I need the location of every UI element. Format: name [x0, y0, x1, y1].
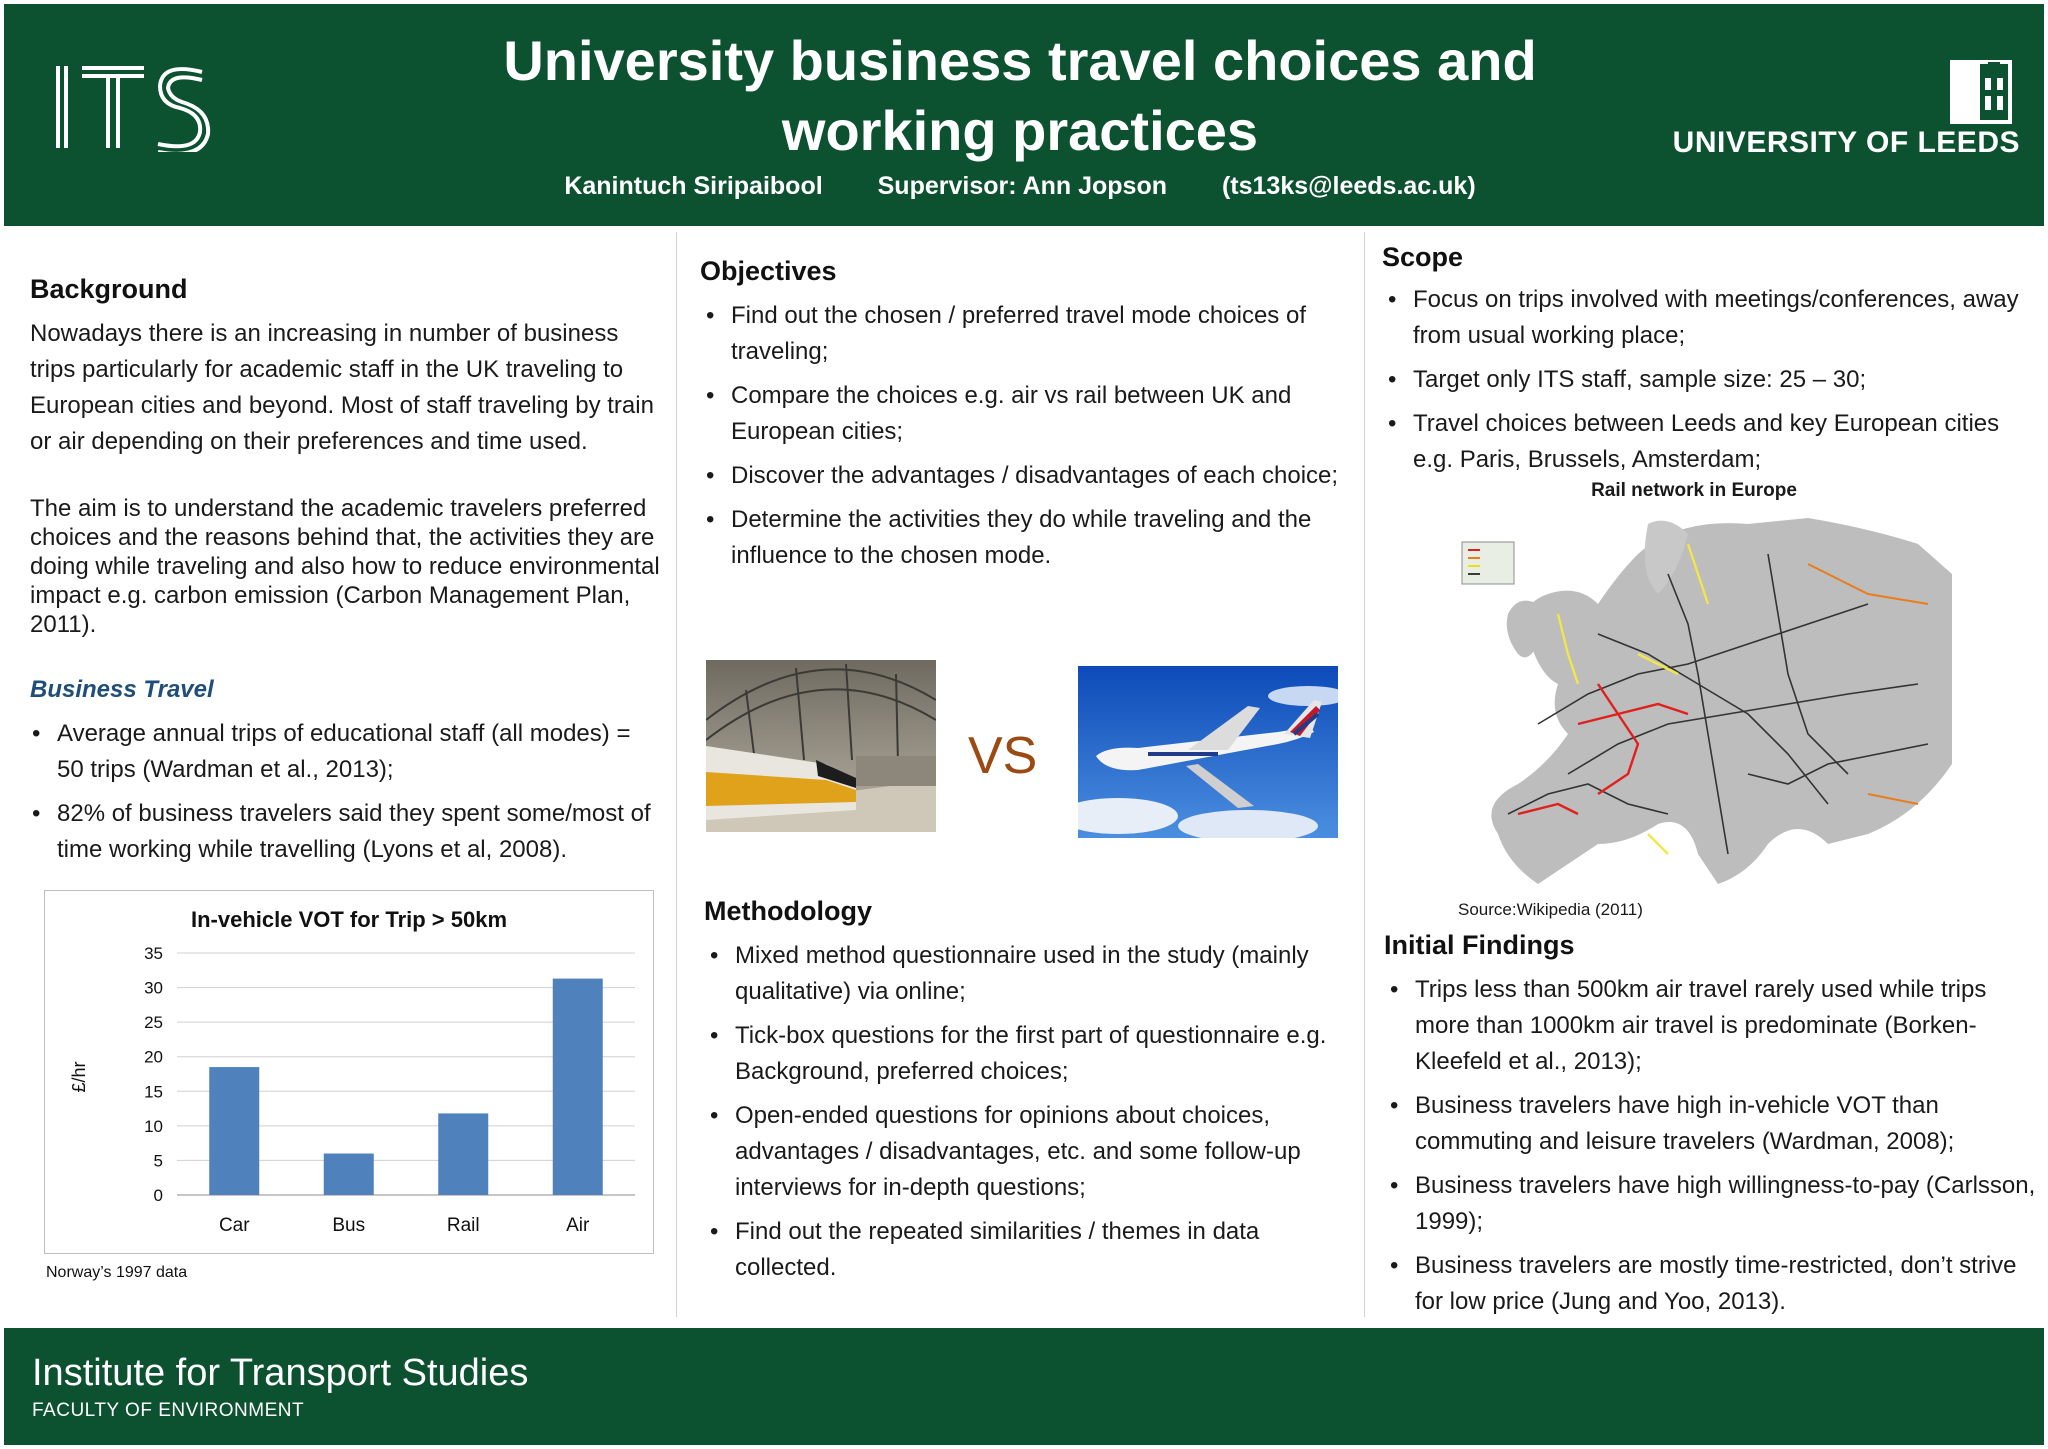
chart-xtick-label: Air — [566, 1215, 590, 1236]
chart-ytick-label: 0 — [153, 1186, 163, 1205]
bullet-icon: • — [706, 382, 715, 409]
british-airways-plane-image — [1078, 666, 1338, 838]
list-item: • Trips less than 500km air travel rarely used while trips more than 1000km air travel is predominate (Borken-Kleefeld et al., 2013); — [1388, 972, 2038, 1080]
map-title: Rail network in Europe — [1591, 480, 1797, 501]
chart-footnote: Norway’s 1997 data — [46, 1264, 188, 1281]
bullet-icon: • — [706, 506, 715, 533]
methodology-list — [708, 938, 1348, 1294]
bullet-icon: • — [32, 800, 41, 827]
eurostar-train-image — [706, 660, 936, 832]
list-item: • Mixed method questionnaire used in the study (mainly qualitative) via online; — [708, 938, 1348, 1010]
university-name: UNIVERSITY OF LEEDS — [1672, 126, 2020, 159]
bullet-icon: • — [710, 1022, 719, 1049]
bullet-icon: • — [1390, 1252, 1399, 1279]
list-item: • Tick-box questions for the first part of questionnaire e.g. Background, preferred choices; — [708, 1018, 1348, 1090]
list-item: • Business travelers have high in-vehicle VOT than commuting and leisure travelers (Wardman, 2008); — [1388, 1088, 2038, 1160]
bullet-icon: • — [1390, 976, 1399, 1003]
list-item: • Focus on trips involved with meetings/conferences, away from usual working place; — [1386, 282, 2026, 354]
poster-title — [440, 26, 1600, 166]
chart-xtick-label: Car — [218, 1215, 250, 1236]
chart-title: In-vehicle VOT for Trip > 50km — [190, 907, 508, 932]
title-line-1: University business travel choices and — [503, 29, 1537, 92]
objectives-heading: Objectives — [700, 256, 837, 286]
bullet-icon: • — [706, 462, 715, 489]
chart-ytick-label: 10 — [144, 1116, 163, 1136]
bullet-icon: • — [710, 1102, 719, 1129]
list-item: • Determine the activities they do while traveling and the influence to the chosen mode. — [704, 502, 1344, 574]
list-item: • Business travelers have high willingness-to-pay (Carlsson, 1999); — [1388, 1168, 2038, 1240]
list-item: • Discover the advantages / disadvantages of each choice; — [704, 458, 1344, 494]
list-item: • Open-ended questions for opinions about choices, advantages / disadvantages, etc. and some follow-up interviews for in-depth questions; — [708, 1098, 1348, 1206]
business-travel-list — [30, 716, 660, 876]
leeds-crest-icon — [1950, 60, 2012, 124]
chart-ytick-label: 30 — [144, 978, 163, 998]
column-divider — [1364, 232, 1365, 1317]
list-item: • Find out the chosen / preferred travel mode choices of traveling; — [704, 298, 1344, 370]
bullet-icon: • — [1388, 286, 1397, 313]
chart-xtick-label: Rail — [446, 1215, 480, 1236]
findings-list — [1388, 972, 2038, 1328]
objectives-list — [704, 298, 1344, 582]
bullet-icon: • — [710, 1218, 719, 1245]
bullet-icon: • — [1388, 366, 1397, 393]
bullet-icon: • — [710, 942, 719, 969]
chart-ylabel: £/hr — [69, 1061, 89, 1093]
chart-xtick-label: Bus — [332, 1215, 366, 1236]
chart-ytick-label: 35 — [144, 944, 163, 963]
chart-bar-bus — [324, 1154, 374, 1195]
list-item: • Business travelers are mostly time-restricted, don’t strive for low price (Jung and Yoo, 2013). — [1388, 1248, 2038, 1320]
scope-list — [1386, 282, 2026, 486]
bullet-icon: • — [1388, 410, 1397, 437]
list-item: • Travel choices between Leeds and key European cities e.g. Paris, Brussels, Amsterdam; — [1386, 406, 2026, 478]
list-item: • Compare the choices e.g. air vs rail between UK and European cities; — [704, 378, 1344, 450]
title-line-2: working practices — [781, 99, 1259, 162]
chart-ytick-label: 25 — [144, 1013, 163, 1033]
list-item: • Find out the repeated similarities / themes in data collected. — [708, 1214, 1348, 1286]
methodology-heading: Methodology — [704, 896, 872, 926]
bullet-icon: • — [32, 720, 41, 747]
chart-ytick-label: 15 — [144, 1082, 163, 1102]
scope-heading: Scope — [1382, 242, 1464, 272]
author-email: (ts13ks@leeds.ac.uk) — [1221, 172, 1476, 200]
chart-bar-car — [209, 1067, 259, 1195]
background-heading: Background — [30, 274, 188, 304]
footer-faculty-name: FACULTY OF ENVIRONMENT — [32, 1400, 305, 1421]
bullet-icon: • — [1390, 1172, 1399, 1199]
author-line — [440, 172, 1600, 201]
findings-heading: Initial Findings — [1384, 930, 1575, 960]
chart-ytick-label: 20 — [144, 1047, 163, 1067]
map-source: Source:Wikipedia (2011) — [1458, 900, 1643, 919]
background-paragraph-1: Nowadays there is an increasing in number of business trips particularly for academic staff in the UK traveling to European cities and beyond. Most of staff traveling by train or air depending on their preferences and time used. — [30, 320, 654, 455]
chart-ytick-label: 5 — [153, 1151, 163, 1171]
supervisor-name: Supervisor: Ann Jopson — [877, 172, 1168, 200]
vot-bar-chart — [45, 891, 653, 1253]
bullet-icon: • — [706, 302, 715, 329]
background-paragraph-2: The aim is to understand the academic travelers preferred choices and the reasons behind that, the activities they are doing while traveling and also how to reduce environmental impact e.g. carbon emission (Carbon Management Plan, 2011). — [30, 495, 660, 638]
footer-institute-name: Institute for Transport Studies — [32, 1352, 529, 1394]
author-name: Kanintuch Siripaibool — [564, 172, 823, 200]
vs-label: VS — [968, 727, 1038, 785]
chart-bar-rail — [438, 1113, 488, 1195]
europe-rail-map-image — [1448, 514, 1952, 900]
chart-bar-air — [553, 979, 603, 1195]
business-travel-heading: Business Travel — [30, 676, 214, 703]
its-logo — [52, 62, 212, 152]
bullet-icon: • — [1390, 1092, 1399, 1119]
list-item: • Target only ITS staff, sample size: 25 – 30; — [1386, 362, 2026, 398]
column-divider — [676, 232, 677, 1317]
vot-chart — [44, 890, 654, 1254]
list-item: • 82% of business travelers said they spent some/most of time working while travelling (Lyons et al, 2008). — [30, 796, 660, 868]
list-item: • Average annual trips of educational staff (all modes) = 50 trips (Wardman et al., 2013); — [30, 716, 660, 788]
